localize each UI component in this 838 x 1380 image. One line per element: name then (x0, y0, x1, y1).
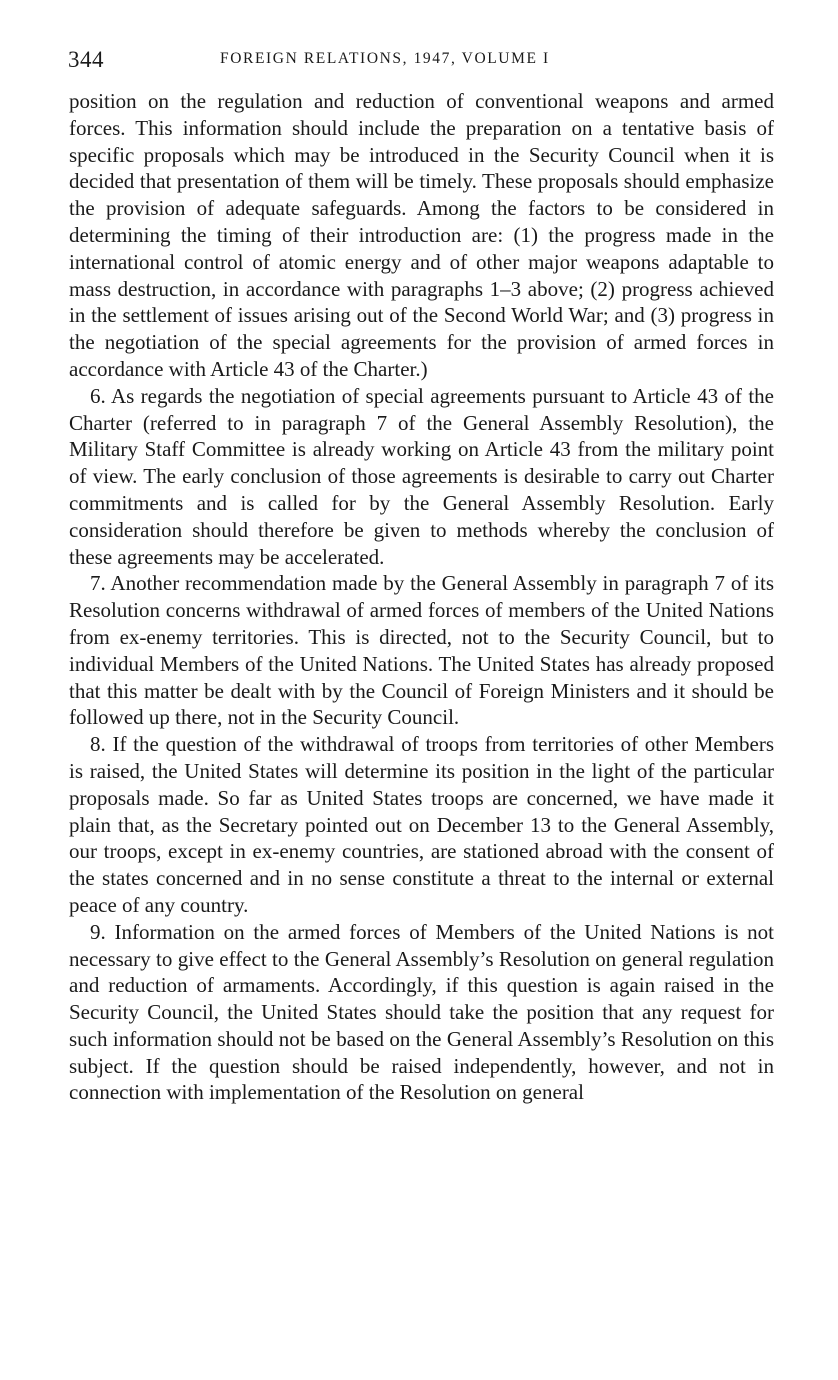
body-text (69, 88, 774, 1106)
paragraph-6: 6. As regards the negotiation of special agreements pursuant to Article 43 of the Charter (referred to in paragraph 7 of the General Assembly Resolution), the Military Staff Committee is already working on Article 43 from the military point of view. The early conclusion of those agreements is desirable to carry out Charter commitments and is called for by the General Assembly Resolution. Early consideration should therefore be given to methods whereby the conclusion of these agreements may be accelerated. (69, 383, 774, 569)
paragraph-8: 8. If the question of the withdrawal of troops from territories of other Members is raised, the United States will determine its position in the light of the particular proposals made. So far as United States troops are concerned, we have made it plain that, as the Secretary pointed out on December 13 to the General Assembly, our troops, except in ex-enemy countries, are stationed abroad with the consent of the states concerned and in no sense constitute a threat to the internal or external peace of any country. (69, 732, 774, 917)
page-number: 344 (68, 47, 104, 72)
running-head (68, 47, 772, 77)
paragraph-7: 7. Another recommendation made by the General Assembly in paragraph 7 of its Resolution concerns withdrawal of armed forces of members of the United Nations from ex-enemy territories. This is directed, not to the Security Council, but to individual Members of the United Nations. The United States has already proposed that this matter be dealt with by the Council of Foreign Ministers and it should be followed up there, not in the Security Council. (69, 571, 774, 730)
running-title: FOREIGN RELATIONS, 1947, VOLUME I (220, 50, 550, 67)
paragraph-9: 9. Information on the armed forces of Members of the United Nations is not necessary to give effect to the General Assembly’s Resolution on general regulation and reduction of armaments. Accordingly, if this question is again raised in the Security Council, the United States should take the position that any request for such information should not be based on the General Assembly’s Resolution on this subject. If the question should be raised independently, however, and not in connection with implementation of the Resolution on general (69, 919, 774, 1105)
paragraph-continuation: position on the regulation and reduction of conventional weapons and armed forces. This information should include the preparation on a tentative basis of specific proposals which may be introduced in the Security Council when it is decided that presentation of them will be timely. These proposals should emphasize the provision of adequate safeguards. Among the factors to be considered in determining the timing of their introduction are: (1) the progress made in the international control of atomic energy and of other major weapons adaptable to mass destruction, in accordance with paragraphs 1–3 above; (2) progress achieved in the settlement of issues arising out of the Second World War; and (3) progress in the negotiation of the special agreements for the provision of armed forces in accordance with Article 43 of the Charter.) (69, 89, 774, 381)
